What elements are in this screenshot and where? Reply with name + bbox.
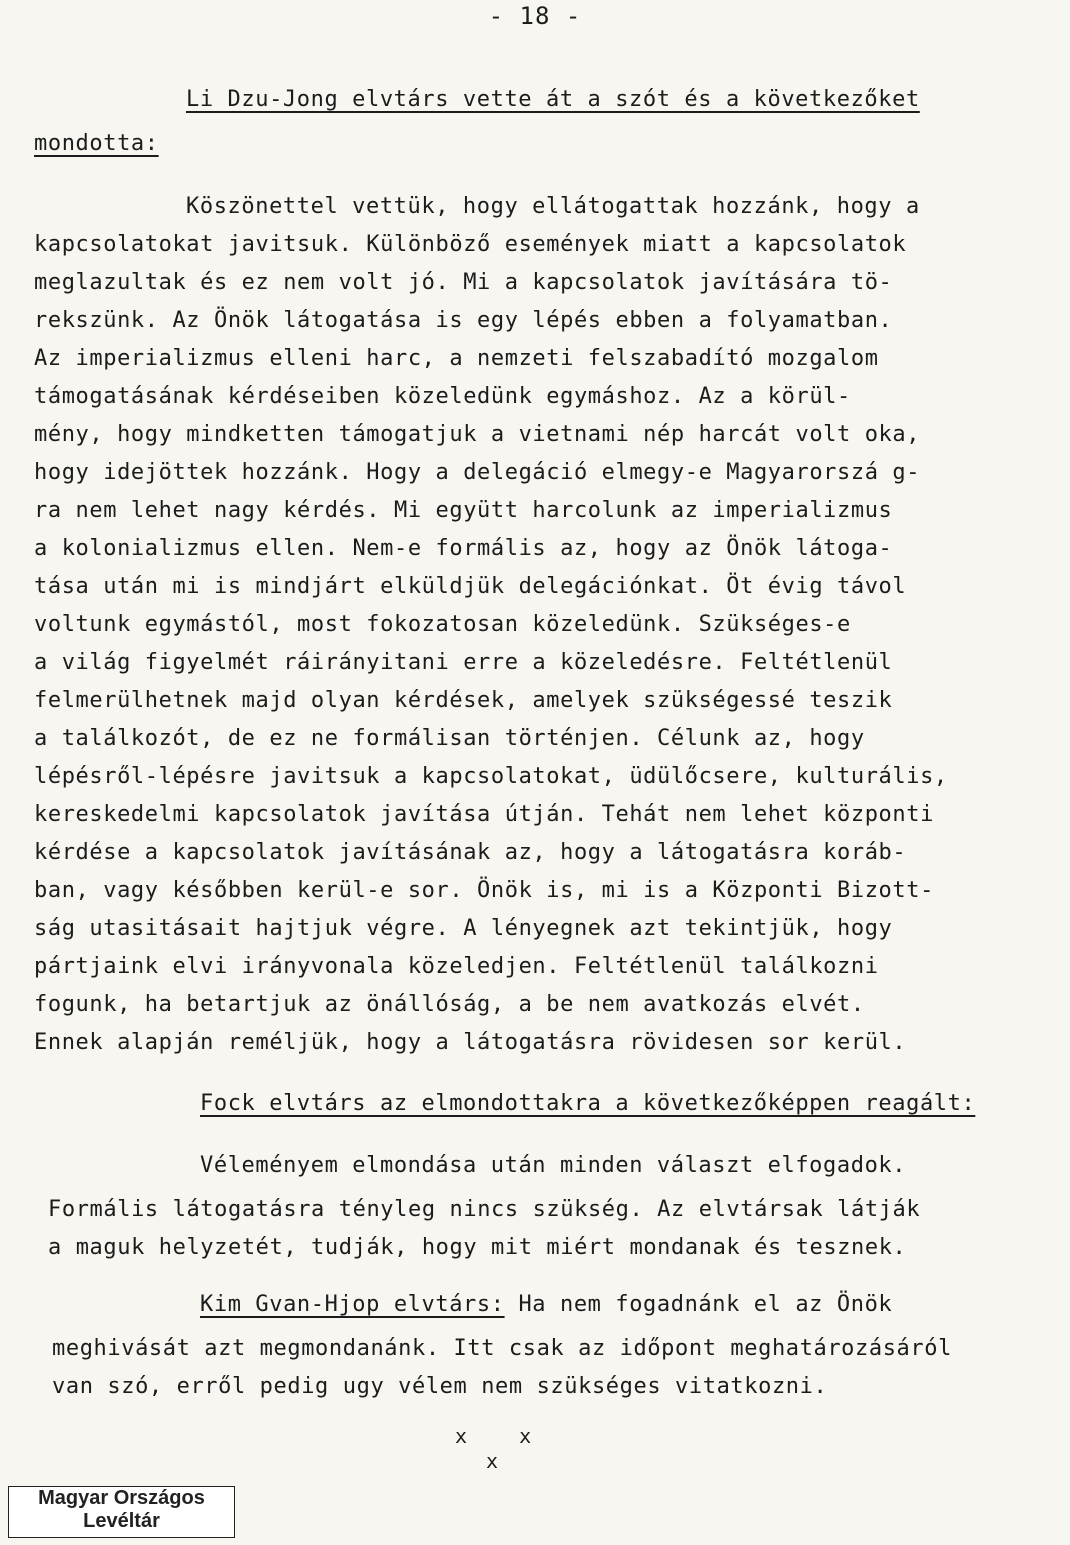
paragraph-line: kereskedelmi kapcsolatok javítása útján. Tehát nem lehet központi xyxy=(34,802,934,827)
paragraph-line: ság utasitásait hajtjuk végre. A lényegnek azt tekintjük, hogy xyxy=(34,916,893,941)
paragraph-line: Véleményem elmondása után minden választ elfogadok. xyxy=(200,1153,907,1178)
paragraph-line: van szó, erről pedig ugy vélem nem szükséges vitatkozni. xyxy=(52,1374,828,1399)
paragraph-line: ban, vagy későbben kerül-e sor. Önök is, mi is a Központi Bizott- xyxy=(34,878,934,903)
paragraph-line: a találkozót, de ez ne formálisan történjen. Célunk az, hogy xyxy=(34,726,865,751)
paragraph-line: Ennek alapján reméljük, hogy a látogatásra rövidesen sor kerül. xyxy=(34,1030,907,1055)
paragraph-line xyxy=(200,1285,1040,1325)
speaker-kim-text: Ha nem fogadnánk el az Önök xyxy=(504,1292,893,1317)
speaker-intro-li-cont: mondotta: xyxy=(34,131,159,156)
paragraph-line: meglazultak és ez nem volt jó. Mi a kapcsolatok javítására tö- xyxy=(34,270,893,295)
paragraph-line: kérdése a kapcsolatok javításának az, hogy a látogatásra koráb- xyxy=(34,840,907,865)
paragraph-line: Formális látogatásra tényleg nincs szükség. Az elvtársak látják xyxy=(48,1197,921,1222)
stamp-line-1: Magyar Országos xyxy=(38,1487,205,1509)
paragraph-line: a maguk helyzetét, tudják, hogy mit miért mondanak és tesznek. xyxy=(48,1235,907,1260)
paragraph-line: ra nem lehet nagy kérdés. Mi együtt harcolunk az imperializmus xyxy=(34,498,893,523)
paragraph-line: támogatásának kérdéseiben közeledünk egymáshoz. Az a körül- xyxy=(34,384,851,409)
speaker-name-kim: Kim Gvan-Hjop elvtárs: xyxy=(200,1292,505,1317)
paragraph-line: voltunk egymástól, most fokozatosan közeledünk. Szükséges-e xyxy=(34,612,851,637)
end-marks-row1: x x xyxy=(455,1424,552,1448)
paragraph-line: hogy idejöttek hozzánk. Hogy a delegáció elmegy-e Magyarorszá g- xyxy=(34,460,921,485)
paragraph-line: kapcsolatokat javitsuk. Különböző események miatt a kapcsolatok xyxy=(34,232,907,257)
paragraph-line: a kolonializmus ellen. Nem-e formális az, hogy az Önök látoga- xyxy=(34,536,893,561)
page-number: - 18 - xyxy=(488,2,582,30)
archive-stamp xyxy=(8,1486,235,1538)
paragraph-line: Az imperializmus elleni harc, a nemzeti felszabadító mozgalom xyxy=(34,346,879,371)
paragraph-line: Köszönettel vettük, hogy ellátogattak hozzánk, hogy a xyxy=(186,194,920,219)
paragraph-line: meghivását azt megmondanánk. Itt csak az időpont meghatározásáról xyxy=(52,1336,952,1361)
paragraph-line: tása után mi is mindjárt elküldjük delegációnkat. Öt évig távol xyxy=(34,574,907,599)
paragraph-line: mény, hogy mindketten támogatjuk a vietnami nép harcát volt oka, xyxy=(34,422,921,447)
paragraph-line: felmerülhetnek majd olyan kérdések, amelyek szükségessé teszik xyxy=(34,688,893,713)
paragraph-line: pártjaink elvi irányvonala közeledjen. Feltétlenül találkozni xyxy=(34,954,879,979)
paragraph-line: lépésről-lépésre javitsuk a kapcsolatokat, üdülőcsere, kulturális, xyxy=(34,764,948,789)
stamp-line-2: Levéltár xyxy=(83,1510,160,1532)
paragraph-line: a világ figyelmét ráirányitani erre a közeledésre. Feltétlenül xyxy=(34,650,893,675)
paragraph-line: rekszünk. Az Önök látogatása is egy lépés ebben a folyamatban. xyxy=(34,308,893,333)
speaker-intro-fock: Fock elvtárs az elmondottakra a következőképpen reagált: xyxy=(200,1091,976,1116)
end-marks-row2: x xyxy=(486,1449,519,1473)
speaker-intro-li: Li Dzu-Jong elvtárs vette át a szót és a következőket xyxy=(186,87,920,112)
paragraph-line: fogunk, ha betartjuk az önállóság, a be nem avatkozás elvét. xyxy=(34,992,865,1017)
